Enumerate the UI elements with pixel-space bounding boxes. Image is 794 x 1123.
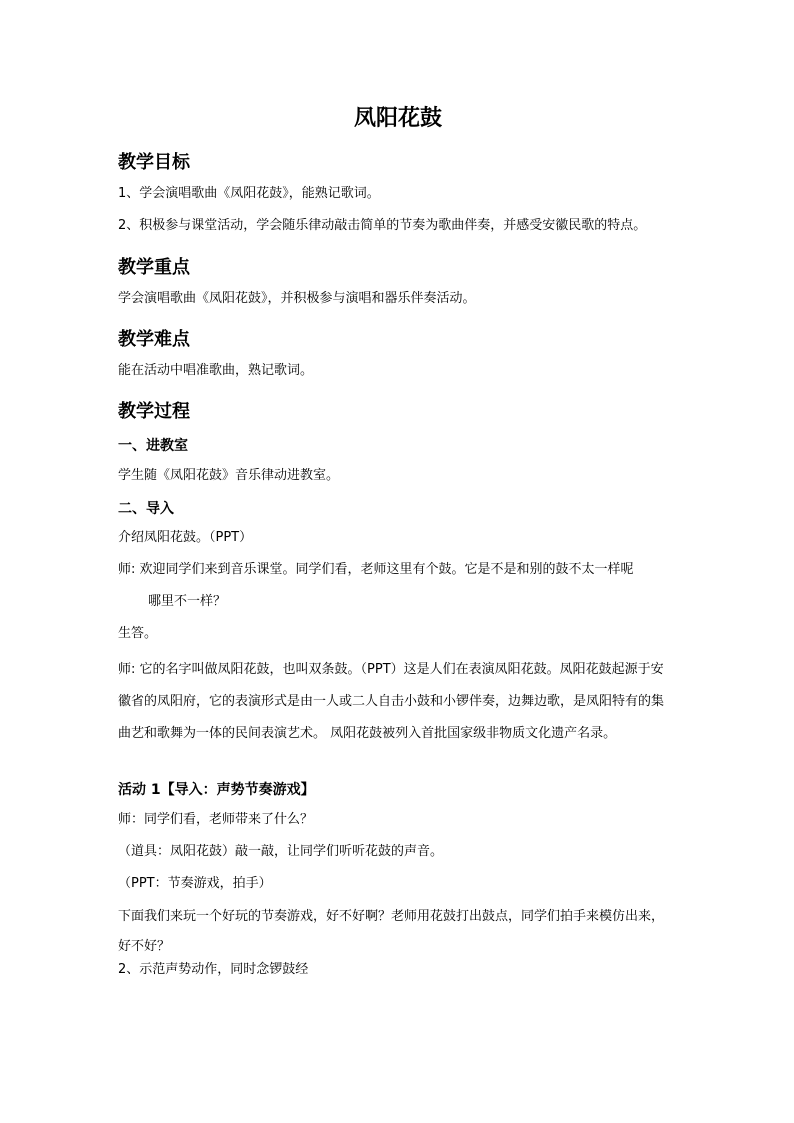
teacher-line-1-cont: 哪里不一样？ [148,594,227,609]
activity1-heading: 活动 1【导入：声势节奏游戏】 [118,782,315,798]
difficulties-text: 能在活动中唱准歌曲，熟记歌词。 [118,363,314,378]
step2-heading: 二、导入 [118,501,174,517]
step1-heading: 一、进教室 [118,438,188,454]
heading-objectives: 教学目标 [118,152,190,173]
student-answer: 生答。 [118,626,158,641]
heading-difficulties: 教学难点 [118,329,190,350]
step2-intro: 介绍凤阳花鼓。（PPT） [118,530,253,545]
teacher-line-1: 师: 欢迎同学们来到音乐课堂。同学们看，老师这里有个鼓。它是不是和别的鼓不太一样呢 [118,562,634,577]
activity1-line-5: 2、示范声势动作，同时念锣鼓经 [118,962,309,977]
activity1-line-4: 下面我们来玩一个好玩的节奏游戏，好不好啊？老师用花鼓打出鼓点，同学们拍手来模仿出来，好不好？ [118,909,665,954]
key-points-text: 学会演唱歌曲《凤阳花鼓》，并积极参与演唱和器乐伴奏活动。 [118,291,476,306]
activity1-line-2: （道具：凤阳花鼓）敲一敲，让同学们听听花鼓的声音。 [118,844,444,859]
step1-text: 学生随《凤阳花鼓》音乐律动进教室。 [118,468,340,483]
teacher-line-2: 师: 它的名字叫做凤阳花鼓，也叫双条鼓。（PPT）这是人们在表演凤阳花鼓。凤阳花鼓起源于安徽省的凤阳府，它的表演形式是由一人或二人自击小鼓和小锣伴奏，边舞边歌，是凤阳特有的集曲艺和歌舞为一体的民间表演艺术。 凤阳花鼓被列入首批国家级非物质文化遗产名录。 [118,662,665,741]
objective-item-1: 1、学会演唱歌曲《凤阳花鼓》，能熟记歌词。 [118,186,380,201]
document-title: 凤阳花鼓 [353,105,442,131]
heading-key-points: 教学重点 [118,257,190,278]
activity1-line-1: 师：同学们看，老师带来了什么？ [118,812,314,827]
objective-item-2: 2、积极参与课堂活动，学会随乐律动敲击简单的节奏为歌曲伴奏，并感受安徽民歌的特点。 [118,218,647,233]
activity1-line-3: （PPT：节奏游戏，拍手） [118,876,272,891]
heading-process: 教学过程 [118,401,190,422]
